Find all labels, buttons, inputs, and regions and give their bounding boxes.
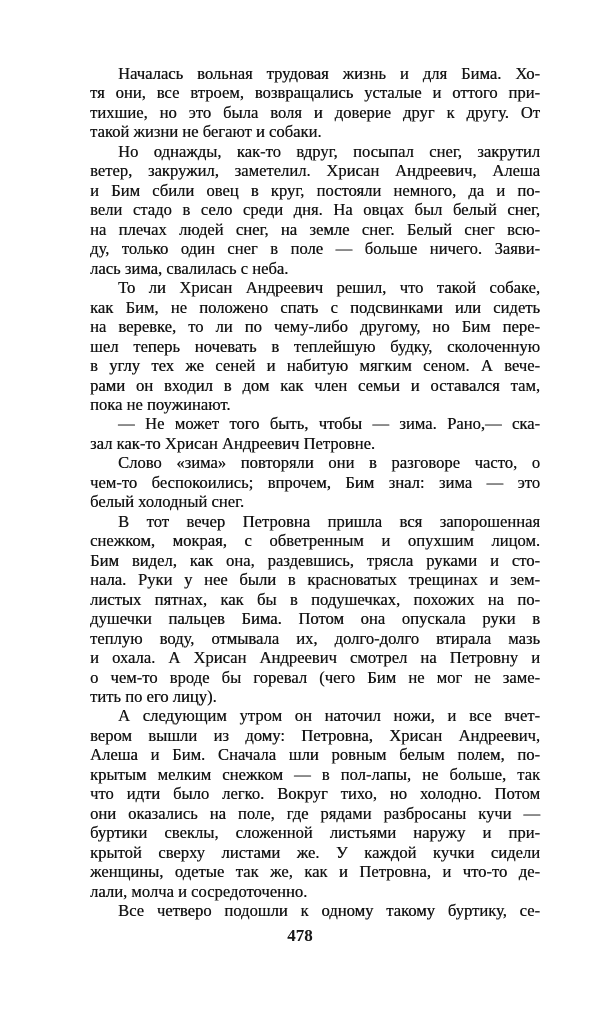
text-line: лали, молча и сосредоточенно.: [90, 881, 308, 901]
text-line: ду, только один снег в поле — больше ничего. Заяви-: [90, 239, 540, 259]
text-line: на веревке, то ли по чему-либо другому, но Бим пере-: [90, 317, 540, 337]
text-line: и охала. А Хрисан Андреевич смотрел на Петровну и: [90, 648, 540, 668]
text-line: рами он входил в дом как член семьи и оставался там,: [90, 375, 540, 395]
text-line: пока не поужинают.: [90, 394, 231, 414]
paragraph: [90, 142, 540, 278]
text-line: тихшие, но это была воля и доверие друг к другу. От: [90, 102, 540, 122]
text-line: лась зима, свалилась с неба.: [90, 258, 289, 278]
text-line: снежком, мокрая, с обветренным и опухшим лицом.: [90, 531, 540, 551]
paragraph: [90, 706, 540, 901]
text-line: о чем-то вроде бы горевал (чего Бим не мог не заме-: [90, 667, 540, 687]
text-line: на плечах людей снег, на земле снег. Белый снег всю-: [90, 219, 540, 239]
text-line: женщины, одетые так же, как и Петровна, и что-то де-: [90, 862, 540, 882]
text-line: они оказались на поле, где рядами разбросаны кучи —: [90, 803, 540, 823]
text-line: и Бим сбили овец в круг, постояли немного, да и по-: [90, 180, 540, 200]
text-line: А следующим утром он наточил ножи, и все вчет-: [118, 706, 540, 726]
text-line: В тот вечер Петровна пришла вся запорошенная: [118, 511, 540, 531]
paragraph: [90, 453, 540, 511]
text-line: Бим видел, как она, раздевшись, трясла руками и сто-: [90, 550, 540, 570]
page-number: 478: [287, 926, 313, 945]
text-line: душечки пальцев Бима. Потом она опускала руки в: [90, 609, 540, 629]
text-line: крытым мелким снежком — в пол-лапы, не больше, так: [90, 764, 540, 784]
text-line: Все четверо подошли к одному такому буртику, се-: [118, 901, 540, 921]
text-line: нала. Руки у нее были в красноватых трещинах и зем-: [90, 570, 540, 590]
text-line: листых пятнах, как бы в подушечках, похожих на по-: [90, 589, 540, 609]
text-line: чем-то беспокоились; впрочем, Бим знал: зима — это: [90, 472, 540, 492]
text-line: тя они, все втроем, возвращались усталые и оттого при-: [90, 83, 540, 103]
paragraph: [90, 901, 540, 920]
text-line: Но однажды, как-то вдруг, посыпал снег, закрутил: [118, 141, 540, 161]
paragraph: [90, 64, 540, 142]
paragraph: [90, 278, 540, 414]
text-line: что идти было легко. Вокруг тихо, но холодно. Потом: [90, 784, 540, 804]
paragraph: [90, 512, 540, 707]
text-line: вели стадо в село среди дня. На овцах был белый снег,: [90, 200, 540, 220]
text-line: такой жизни не бегают и собаки.: [90, 122, 322, 142]
text-line: вером вышли из дому: Петровна, Хрисан Андреевич,: [90, 725, 540, 745]
text-line: зал как-то Хрисан Андреевич Петровне.: [90, 433, 376, 453]
paragraph: [90, 414, 540, 453]
text-line: То ли Хрисан Андреевич решил, что такой собаке,: [118, 278, 540, 298]
text-line: — Не может того быть, чтобы — зима. Рано,— ска-: [118, 414, 540, 434]
text-line: Слово «зима» повторяли они в разговоре часто, о: [118, 453, 540, 473]
text-line: Началась вольная трудовая жизнь и для Бима. Хо-: [118, 64, 540, 83]
text-line: белый холодный снег.: [90, 492, 245, 512]
text-line: теплую воду, отмывала их, долго-долго втирала мазь: [90, 628, 540, 648]
text-line: ветер, закружил, заметелил. Хрисан Андреевич, Алеша: [90, 161, 540, 181]
text-line: буртики свеклы, сложенной листьями наружу и при-: [90, 823, 540, 843]
text-line: как Бим, не положено спать с подсвинками или сидеть: [90, 297, 540, 317]
text-line: в углу тех же сеней и набитую мягким сеном. А вече-: [90, 356, 540, 376]
book-page-text: [90, 64, 540, 921]
text-line: крытой сверху листами же. У каждой кучки сидели: [90, 842, 540, 862]
text-line: шел теперь ночевать в теплейшую будку, сколоченную: [90, 336, 540, 356]
text-line: Алеша и Бим. Сначала шли ровным белым полем, по-: [90, 745, 540, 765]
text-line: тить по его лицу).: [90, 687, 217, 706]
